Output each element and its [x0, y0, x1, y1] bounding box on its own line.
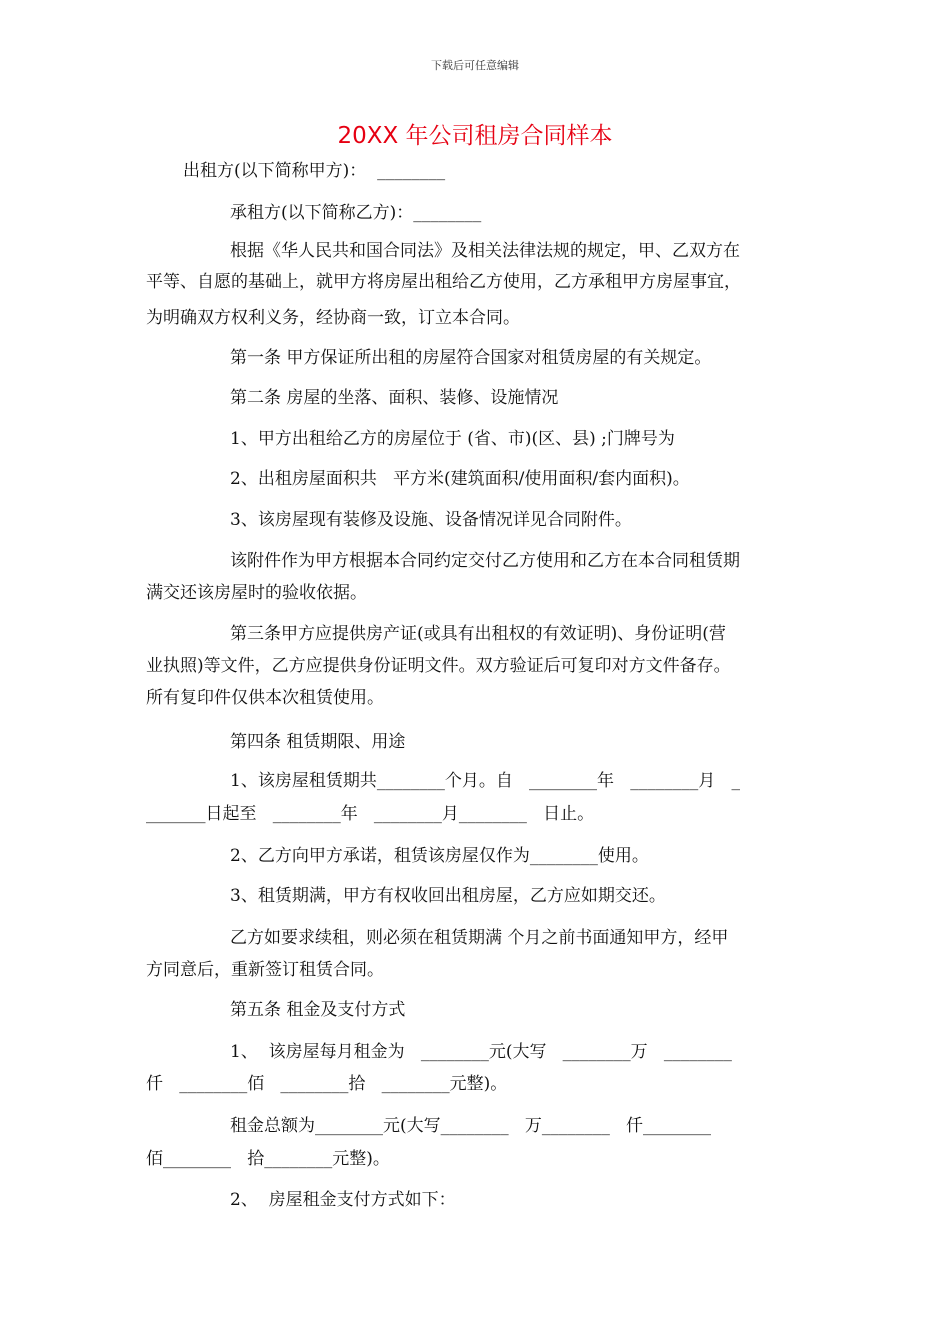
- clause-line: _______日起至 ________年 ________月________ 日止。: [146, 804, 595, 824]
- document-title: 20XX 年公司租房合同样本: [337, 123, 613, 149]
- clause-line: 3、该房屋现有装修及设施、设备情况详见合同附件。: [230, 510, 632, 530]
- paragraph-line: 业执照)等文件，乙方应提供身份证明文件。双方验证后可复印对方文件备存。: [146, 656, 731, 676]
- clause-line: 1、该房屋租赁期共________个月。自 ________年 ________月 _: [230, 771, 740, 791]
- article-2-heading: 第二条 房屋的坐落、面积、装修、设施情况: [230, 388, 559, 408]
- article-5-heading: 第五条 租金及支付方式: [230, 1000, 406, 1020]
- header-note: 下载后可任意编辑: [431, 59, 519, 72]
- clause-line: 1、甲方出租给乙方的房屋位于 (省、市)(区、县) ;门牌号为: [230, 429, 675, 449]
- clause-line: 1、 该房屋每月租金为 ________元(大写 ________万 ________: [230, 1042, 732, 1062]
- article-3-line: 第三条甲方应提供房产证(或具有出租权的有效证明)、身份证明(营: [230, 624, 726, 644]
- lessor-line: 出租方(以下简称甲方)： ________: [183, 161, 446, 181]
- paragraph-line: 方同意后，重新签订租赁合同。: [146, 960, 384, 980]
- paragraph-line: 佰________ 拾________元整)。: [146, 1149, 390, 1169]
- clause-line: 3、租赁期满，甲方有权收回出租房屋，乙方应如期交还。: [230, 886, 666, 906]
- clause-line: 2、乙方向甲方承诺，租赁该房屋仅作为________使用。: [230, 846, 649, 866]
- paragraph-line: 满交还该房屋时的验收依据。: [146, 583, 367, 603]
- paragraph-line: 为明确双方权利义务，经协商一致，订立本合同。: [146, 308, 520, 328]
- paragraph-line: 该附件作为甲方根据本合同约定交付乙方使用和乙方在本合同租赁期: [230, 551, 740, 571]
- clause-line: 2、 房屋租金支付方式如下：: [230, 1190, 456, 1210]
- clause-line: 仟 ________佰 ________拾 ________元整)。: [146, 1074, 508, 1094]
- article-1-line: 第一条 甲方保证所出租的房屋符合国家对租赁房屋的有关规定。: [230, 348, 712, 368]
- paragraph-line: 乙方如要求续租，则必须在租赁期满 个月之前书面通知甲方，经甲: [230, 928, 729, 948]
- lessee-line: 承租方(以下简称乙方)：________: [230, 203, 482, 223]
- article-4-heading: 第四条 租赁期限、用途: [230, 732, 406, 752]
- paragraph-line: 所有复印件仅供本次租赁使用。: [146, 688, 384, 708]
- paragraph-line: 租金总额为________元(大写________ 万________ 仟________: [230, 1116, 712, 1136]
- clause-line: 2、出租房屋面积共 平方米(建筑面积/使用面积/套内面积)。: [230, 469, 690, 489]
- paragraph-line: 平等、自愿的基础上，就甲方将房屋出租给乙方使用，乙方承租甲方房屋事宜，: [146, 272, 741, 292]
- paragraph-line: 根据《华人民共和国合同法》及相关法律法规的规定，甲、乙双方在: [230, 241, 740, 261]
